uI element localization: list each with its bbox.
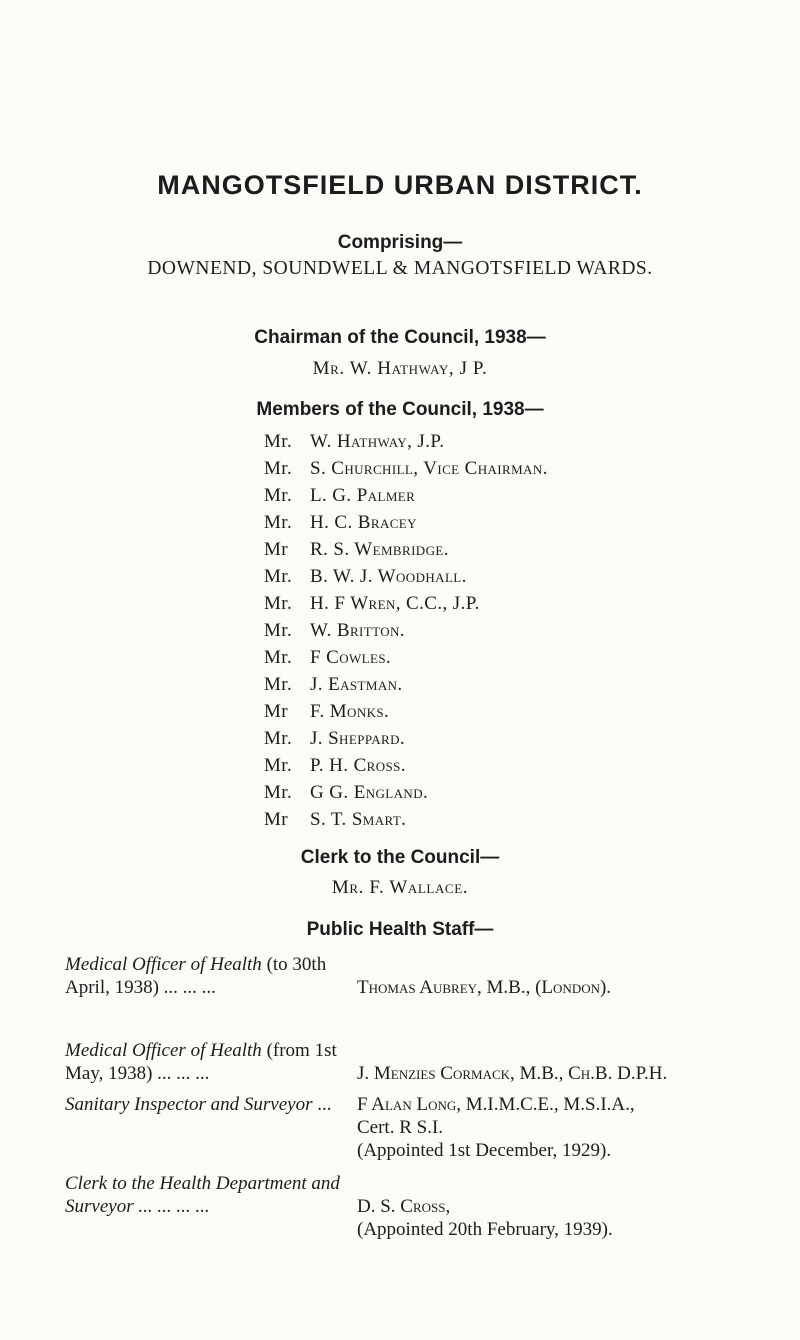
members-heading: Members of the Council, 1938— xyxy=(256,399,544,420)
chairman-heading: Chairman of the Council, 1938— xyxy=(254,327,546,348)
member-name: P. H. Cross. xyxy=(310,755,406,776)
staff-person: J. Menzies Cormack, M.B., Ch.B. D.P.H. xyxy=(357,1063,668,1084)
member-title: Mr xyxy=(264,701,289,722)
role-italic: Medical Officer of Health xyxy=(65,954,262,975)
member-item xyxy=(264,674,548,701)
role-italic: Medical Officer of Health xyxy=(65,1040,262,1061)
member-item xyxy=(264,566,548,593)
member-title: Mr. xyxy=(264,431,293,452)
member-name: L. G. Palmer xyxy=(310,485,416,506)
chairman-name: Mr. W. Hathway, J P. xyxy=(312,358,488,379)
member-item xyxy=(264,593,548,620)
member-item xyxy=(264,512,548,539)
member-title: Mr. xyxy=(264,512,293,533)
member-name: H. C. Bracey xyxy=(310,512,417,533)
member-title: Mr. xyxy=(264,728,293,749)
staff-person: Thomas Aubrey, M.B., (London). xyxy=(357,977,612,998)
member-title: Mr. xyxy=(264,674,293,695)
member-name: S. T. Smart. xyxy=(310,809,407,830)
person-line2: Cert. R S.I. xyxy=(357,1117,444,1138)
member-name: R. S. Wembridge. xyxy=(310,539,449,560)
clerk-heading: Clerk to the Council— xyxy=(300,847,500,868)
role-plain: (from 1st xyxy=(261,1040,337,1061)
staff-person xyxy=(357,1093,635,1162)
member-item xyxy=(264,647,548,674)
member-name: F Cowles. xyxy=(310,647,392,668)
wards-list: DOWNEND, SOUNDWELL & MANGOTSFIELD WARDS. xyxy=(147,258,653,279)
person-line1: F Alan Long, M.I.M.C.E., M.S.I.A., xyxy=(357,1094,635,1115)
clerk-name: Mr. F. Wallace. xyxy=(331,877,469,898)
role-line2: May, 1938) ... ... ... xyxy=(65,1063,210,1084)
member-item xyxy=(264,485,548,512)
member-item xyxy=(264,782,548,809)
staff-heading: Public Health Staff— xyxy=(306,919,494,940)
member-name: F. Monks. xyxy=(310,701,390,722)
member-title: Mr. xyxy=(264,566,293,587)
members-list xyxy=(264,431,548,836)
member-name: W. Britton. xyxy=(310,620,405,641)
member-item xyxy=(264,728,548,755)
staff-role xyxy=(65,1039,350,1085)
staff-role xyxy=(65,953,350,999)
role-line2: April, 1938) ... ... ... xyxy=(65,977,216,998)
member-name: J. Eastman. xyxy=(310,674,403,695)
role-plain: ... xyxy=(312,1094,332,1115)
member-item xyxy=(264,755,548,782)
role-plain: (to 30th xyxy=(261,954,327,975)
member-name: W. Hathway, J.P. xyxy=(310,431,445,452)
member-name: S. Churchill, Vice Chairman. xyxy=(310,458,548,479)
member-title: Mr. xyxy=(264,620,293,641)
member-title: Mr. xyxy=(264,755,293,776)
member-item xyxy=(264,431,548,458)
staff-role xyxy=(65,1172,350,1218)
member-title: Mr xyxy=(264,809,289,830)
member-item xyxy=(264,458,548,485)
member-name: J. Sheppard. xyxy=(310,728,406,749)
person-line3: (Appointed 1st December, 1929). xyxy=(357,1140,612,1161)
member-item xyxy=(264,809,548,836)
member-name: H. F Wren, C.C., J.P. xyxy=(310,593,480,614)
comprising-label: Comprising— xyxy=(337,232,463,253)
member-name: B. W. J. Woodhall. xyxy=(310,566,467,587)
member-title: Mr. xyxy=(264,782,293,803)
member-title: Mr. xyxy=(264,458,293,479)
member-title: Mr. xyxy=(264,485,293,506)
member-name: G G. England. xyxy=(310,782,429,803)
role-italic: Sanitary Inspector and Surveyor xyxy=(65,1094,313,1115)
staff-person xyxy=(357,1195,613,1241)
member-item xyxy=(264,620,548,647)
person-line3: (Appointed 20th February, 1939). xyxy=(357,1219,613,1240)
member-title: Mr. xyxy=(264,647,293,668)
staff-role xyxy=(65,1093,350,1116)
member-title: Mr. xyxy=(264,593,293,614)
page-title: MANGOTSFIELD URBAN DISTRICT. xyxy=(157,170,643,200)
role-italic: Clerk to the Health Department and xyxy=(65,1173,340,1194)
role-line2: Surveyor ... ... ... ... xyxy=(65,1196,210,1217)
member-title: Mr xyxy=(264,539,289,560)
member-item xyxy=(264,539,548,566)
member-item xyxy=(264,701,548,728)
person-line2: D. S. Cross, xyxy=(357,1196,451,1217)
